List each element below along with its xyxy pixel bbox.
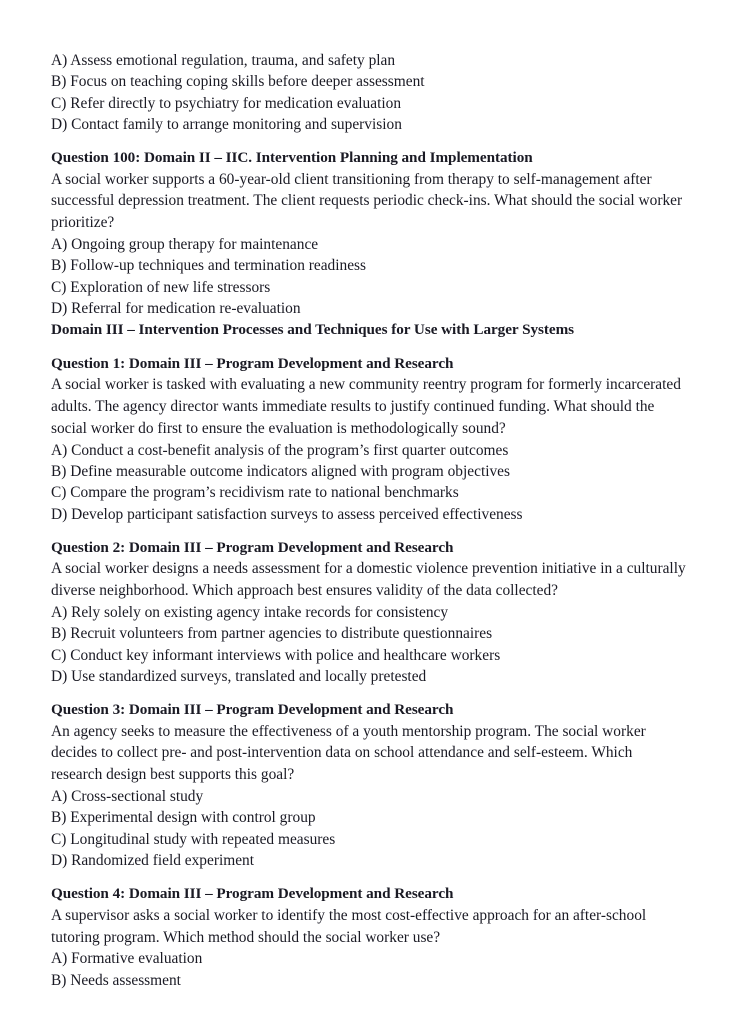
option-list [51, 786, 686, 871]
question-stem: A social worker is tasked with evaluating a new community reentry program for formerly incarcerated adults. The agency director wants immediate results to justify continued funding. What should the social worker do first to ensure the evaluation is methodologically sound? [51, 376, 681, 437]
option-item: A) Assess emotional regulation, trauma, and safety plan [51, 52, 396, 69]
option-list [51, 948, 686, 991]
question-heading: Question 1: Domain III – Program Development and Research [51, 354, 454, 372]
option-item: C) Refer directly to psychiatry for medication evaluation [51, 94, 402, 112]
option-list [51, 50, 686, 135]
question-heading: Question 3: Domain III – Program Development and Research [51, 701, 454, 719]
question-heading: Question 2: Domain III – Program Development and Research [51, 538, 454, 556]
domain-section-heading-block [51, 319, 686, 341]
option-item: C) Exploration of new life stressors [51, 278, 271, 296]
option-list [51, 440, 686, 525]
option-list [51, 602, 686, 687]
option-item: D) Randomized field experiment [51, 851, 255, 869]
question-block [51, 353, 686, 525]
option-item: C) Conduct key informant interviews with police and healthcare workers [51, 646, 501, 664]
option-item: D) Contact family to arrange monitoring and supervision [51, 115, 402, 133]
question-heading: Question 4: Domain III – Program Development and Research [51, 885, 454, 903]
option-list [51, 234, 686, 319]
question-block [51, 147, 686, 319]
option-item: D) Referral for medication re-evaluation [51, 299, 301, 317]
option-item: B) Needs assessment [51, 971, 181, 989]
question-block [51, 883, 686, 991]
option-item: C) Compare the program’s recidivism rate to national benchmarks [51, 484, 459, 502]
question-stem: A social worker supports a 60-year-old client transitioning from therapy to self-management after successful depression treatment. The client requests periodic check-ins. What should the social worker prioritize? [51, 170, 683, 232]
question-stem: An agency seeks to measure the effectiveness of a youth mentorship program. The social worker decides to collect pre- and post-intervention data on school attendance and self-esteem. Which research design best supports this goal? [51, 722, 646, 784]
option-item: B) Focus on teaching coping skills before deeper assessment [51, 73, 425, 91]
question-stem: A social worker designs a needs assessment for a domestic violence prevention initiative in a culturally diverse neighborhood. Which approach best ensures validity of the data collected? [51, 560, 686, 600]
domain-heading: Domain III – Intervention Processes and Techniques for Use with Larger Systems [51, 321, 575, 339]
option-item: A) Cross-sectional study [51, 788, 204, 806]
option-item: D) Develop participant satisfaction surveys to assess perceived effectiveness [51, 505, 523, 523]
question-block [51, 50, 686, 135]
option-item: B) Define measurable outcome indicators aligned with program objectives [51, 462, 511, 480]
option-item: B) Recruit volunteers from partner agencies to distribute questionnaires [51, 625, 493, 643]
option-item: B) Experimental design with control group [51, 809, 316, 827]
option-item: A) Conduct a cost-benefit analysis of the program’s first quarter outcomes [51, 441, 509, 459]
option-item: A) Rely solely on existing agency intake records for consistency [51, 603, 449, 621]
option-item: D) Use standardized surveys, translated and locally pretested [51, 667, 427, 685]
question-stem: A supervisor asks a social worker to identify the most cost-effective approach for an after-school tutoring program. Which method should the social worker use? [51, 906, 647, 946]
option-item: B) Follow-up techniques and termination readiness [51, 257, 367, 275]
option-item: A) Ongoing group therapy for maintenance [51, 236, 319, 254]
question-block [51, 537, 686, 687]
question-heading: Question 100: Domain II – IIC. Intervention Planning and Implementation [51, 149, 533, 167]
question-block [51, 699, 686, 871]
option-item: C) Longitudinal study with repeated measures [51, 830, 336, 848]
option-item: A) Formative evaluation [51, 950, 203, 968]
